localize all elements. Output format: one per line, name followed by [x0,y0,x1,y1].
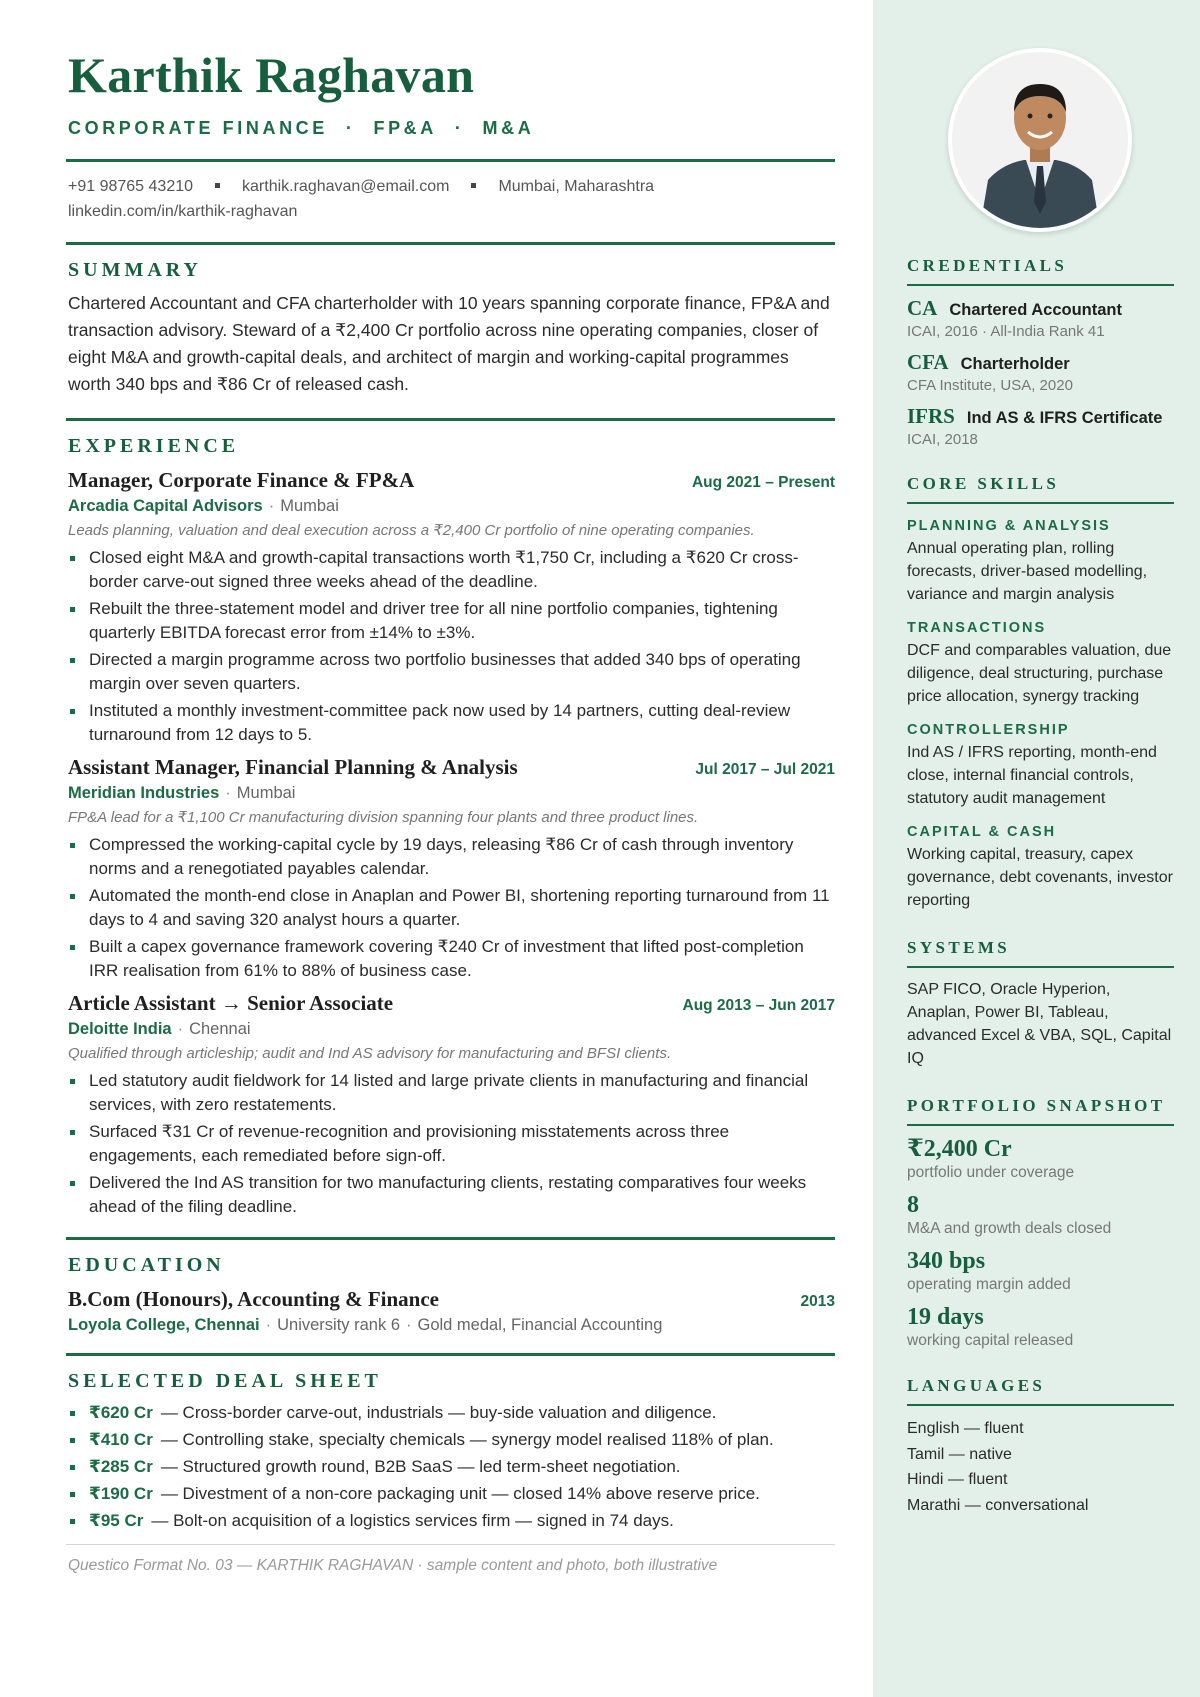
phone[interactable]: +91 98765 43210 [68,178,194,195]
separator: · [406,1316,412,1334]
list-item: Surfaced ₹31 Cr of revenue-recognition and provisioning misstatements across three engagements, each remediated before sign-off. [68,1120,835,1168]
deal-amount: ₹285 Cr [89,1457,153,1476]
job-dates: Aug 2013 – Jun 2017 [682,997,835,1014]
job-description: Leads planning, valuation and deal execution across a ₹2,400 Cr portfolio of nine operating companies. [68,522,755,539]
job-title: Manager, Corporate Finance & FP&A [68,468,415,492]
skill-group-text: DCF and comparables valuation, due diligence, deal structuring, purchase price allocation, synergy tracking [907,642,1172,705]
separator-dot [215,183,220,188]
deal-text: — Divestment of a non-core packaging unit — closed 14% above reserve price. [160,1484,760,1503]
divider [907,502,1174,504]
divider [907,966,1174,968]
portfolio-heading: PORTFOLIO SNAPSHOT [907,1096,1166,1115]
education-detail: Gold medal, Financial Accounting [417,1316,663,1334]
tagline-item: FP&A [373,118,437,138]
credential [907,404,1174,448]
profile-photo [948,48,1132,232]
list-item [68,1426,835,1453]
language-item: Hindi — fluent [907,1471,1008,1488]
deal-text: — Structured growth round, B2B SaaS — led term-sheet negotiation. [160,1457,681,1476]
contact-info [68,174,835,224]
stat-value: ₹2,400 Cr [907,1136,1012,1162]
portfolio-stat [907,1134,1174,1182]
stat-value: 8 [907,1192,919,1218]
separator: · [265,1316,272,1334]
skill-group-heading: PLANNING & ANALYSIS [907,518,1111,534]
footer-note: Questico Format No. 03 — KARTHIK RAGHAVAN · sample content and photo, both illustrative [68,1557,718,1574]
education-detail: University rank 6 [277,1316,400,1334]
summary-heading: SUMMARY [68,259,202,281]
portfolio-stat [907,1302,1174,1350]
job-bullets [68,833,835,983]
skill-group-text: Annual operating plan, rolling forecasts, driver-based modelling, variance and margin analysis [907,540,1148,603]
list-item [68,1399,835,1426]
summary-text: Chartered Accountant and CFA charterholder with 10 years spanning corporate finance, FP&A and transaction advisory. Steward of a ₹2,400 Cr portfolio across nine operating companies, closer of eight M&A and growth-capital deals, and architect of margin and working-capital programmes worth 340 bps and ₹86 Cr of released cash. [68,293,830,394]
systems-text: SAP FICO, Oracle Hyperion, Anaplan, Power BI, Tableau, advanced Excel & VBA, SQL, Capital IQ [907,981,1172,1067]
job-entry [68,755,835,983]
credential-detail: ICAI, 2016 · All-India Rank 41 [907,323,1105,340]
deal-amount: ₹190 Cr [89,1484,153,1503]
languages-heading: LANGUAGES [907,1376,1046,1395]
separator: · [268,497,275,515]
list-item: Rebuilt the three-statement model and driver tree for all nine portfolio companies, tightening quarterly EBITDA forecast error from ±14% to ±3%. [68,597,835,645]
credential-detail: CFA Institute, USA, 2020 [907,377,1073,394]
stat-label: working capital released [907,1332,1074,1349]
tagline-separator: · [345,118,356,138]
list-item: Instituted a monthly investment-committee pack now used by 14 partners, cutting deal-review turnaround from 12 days to 5. [68,699,835,747]
language-item: Tamil — native [907,1445,1012,1463]
sidebar [873,0,1200,1697]
skill-group-text: Ind AS / IFRS reporting, month-end close, internal financial controls, statutory audit management [907,744,1157,807]
list-item [68,1507,835,1534]
footer-divider [66,1544,835,1545]
list-item: Directed a margin programme across two portfolio businesses that added 340 bps of operating margin over seven quarters. [68,648,835,696]
credential-name: Chartered Accountant [949,301,1123,319]
job-bullets [68,546,835,747]
linkedin-link[interactable]: linkedin.com/in/karthik-raghavan [68,203,298,220]
divider [66,159,835,162]
deal-text: — Controlling stake, specialty chemicals — synergy model realised 118% of plan. [160,1430,774,1449]
credential-name: Charterholder [960,355,1070,373]
skill-group-heading: TRANSACTIONS [907,620,1047,636]
job-description: FP&A lead for a ₹1,100 Cr manufacturing division spanning four plants and three product lines. [68,809,699,826]
job-dates: Aug 2021 – Present [691,474,835,491]
candidate-name: Karthik Raghavan [68,47,475,103]
job-bullets [68,1069,835,1219]
deal-sheet-heading: SELECTED DEAL SHEET [68,1370,382,1392]
tagline [68,118,835,139]
divider [66,242,835,245]
list-item: Built a capex governance framework covering ₹240 Cr of investment that lifted post-completion IRR realisation from 61% to 88% of business case. [68,935,835,983]
job-entry [68,468,835,747]
language-item: Marathi — conversational [907,1496,1089,1514]
skill-group-heading: CAPITAL & CASH [907,824,1057,840]
job-location: Mumbai [280,497,339,515]
divider [66,418,835,421]
credential-abbr: IFRS [907,404,955,428]
language-item: English — fluent [907,1420,1024,1437]
tagline-item: CORPORATE FINANCE [68,118,328,138]
credential [907,350,1174,394]
deal-amount: ₹95 Cr [89,1511,144,1530]
stat-value: 19 days [907,1304,984,1330]
list-item: Closed eight M&A and growth-capital transactions worth ₹1,750 Cr, including a ₹620 Cr cross-border carve-out signed three weeks ahead of the deadline. [68,546,835,594]
deal-text: — Bolt-on acquisition of a logistics services firm — signed in 74 days. [151,1511,674,1530]
tagline-separator: · [454,118,465,138]
experience-heading: EXPERIENCE [68,435,240,457]
deal-list [68,1399,835,1534]
language-list [907,1416,1174,1518]
skill-group-text: Working capital, treasury, capex governance, debt covenants, investor reporting [907,846,1173,909]
job-title: Article Assistant → Senior Associate [68,991,394,1015]
divider [66,1353,835,1356]
tagline-item: M&A [482,118,535,138]
stat-label: operating margin added [907,1276,1071,1293]
education-heading: EDUCATION [68,1254,225,1276]
graduation-year: 2013 [800,1293,835,1310]
stat-value: 340 bps [907,1248,986,1274]
portfolio-stat [907,1190,1174,1238]
job-dates: Jul 2017 – Jul 2021 [695,761,835,778]
job-description: Qualified through articleship; audit and Ind AS advisory for manufacturing and BFSI clients. [68,1045,672,1062]
divider [66,1237,835,1240]
stat-label: portfolio under coverage [907,1164,1075,1181]
job-location: Mumbai [236,784,296,802]
credential-name: Ind AS & IFRS Certificate [966,409,1163,427]
credential-abbr: CA [907,296,938,320]
job-location: Chennai [189,1020,251,1038]
credential-abbr: CFA [907,350,949,374]
degree: B.Com (Honours), Accounting & Finance [68,1287,440,1311]
credential [907,296,1174,340]
credentials-heading: CREDENTIALS [907,256,1068,275]
list-item [68,1453,835,1480]
portfolio-stat [907,1246,1174,1294]
deal-amount: ₹410 Cr [89,1430,153,1449]
deal-text: — Cross-border carve-out, industrials — buy-side valuation and diligence. [160,1403,717,1422]
stat-label: M&A and growth deals closed [907,1220,1112,1237]
job-org: Meridian Industries [68,784,220,802]
credential-detail: ICAI, 2018 [907,431,978,448]
avatar-illustration [952,52,1128,228]
separator: · [225,784,231,802]
systems-heading: SYSTEMS [907,938,1011,957]
job-org: Deloitte India [68,1020,172,1038]
skill-group-heading: CONTROLLERSHIP [907,722,1070,738]
skills-heading: CORE SKILLS [907,474,1060,493]
separator-dot [471,183,476,188]
job-entry [68,991,835,1219]
deal-amount: ₹620 Cr [89,1403,153,1422]
location: Mumbai, Maharashtra [498,178,655,195]
divider [907,1124,1174,1126]
email-link[interactable]: karthik.raghavan@email.com [242,178,450,195]
list-item: Automated the month-end close in Anaplan and Power BI, shortening reporting turnaround from 11 days to 4 and saving 320 analyst hours a quarter. [68,884,835,932]
list-item: Delivered the Ind AS transition for two manufacturing clients, restating comparatives four weeks ahead of the filing deadline. [68,1171,835,1219]
divider [907,1404,1174,1406]
job-org: Arcadia Capital Advisors [68,497,263,515]
list-item: Compressed the working-capital cycle by 19 days, releasing ₹86 Cr of cash through inventory norms and a renegotiated payables calendar. [68,833,835,881]
job-title: Assistant Manager, Financial Planning & Analysis [68,755,518,779]
separator: · [177,1020,184,1038]
divider [907,284,1174,286]
school: Loyola College, Chennai [68,1316,260,1334]
list-item: Led statutory audit fieldwork for 14 listed and large private clients in manufacturing and financial services, with zero restatements. [68,1069,835,1117]
list-item [68,1480,835,1507]
